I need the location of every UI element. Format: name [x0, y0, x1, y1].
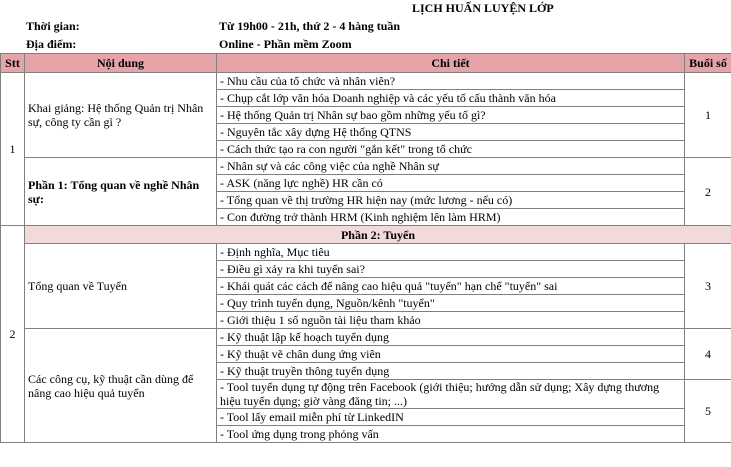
schedule-title: LỊCH HUẤN LUYỆN LỚP [412, 1, 554, 15]
session-cell-3: 3 [685, 244, 731, 329]
detail-item: - Định nghĩa, Mục tiêu [217, 244, 685, 261]
detail-item: - Điều gì xảy ra khi tuyển sai? [217, 261, 685, 278]
place-value: Online - Phần mềm Zoom [219, 37, 352, 51]
detail-item: - Tool lấy email miễn phí từ LinkedIN [217, 409, 685, 426]
detail-item: - Giới thiệu 1 số nguồn tài liệu tham khảo [217, 312, 685, 329]
header-session: Buổi số [685, 54, 731, 73]
detail-item: - Cách thức tạo ra con người "gắn kết" trong tổ chức [217, 141, 685, 158]
topic-recruit-tools: Các công cụ, kỹ thuật cần dùng để nâng cao hiệu quả tuyển [25, 329, 217, 443]
session-cell-5: 5 [685, 380, 731, 443]
detail-item: - ASK (năng lực nghề) HR cần có [217, 175, 685, 192]
header-detail: Chi tiết [217, 54, 685, 73]
detail-item: - Tool tuyển dụng tự động trên Facebook (giới thiệu; hướng dẫn sử dụng; Xây dựng thương hiệu tuyển dụng; giờ vàng đăng tin; ...) [217, 380, 685, 409]
topic-opening: Khai giảng: Hệ thống Quản trị Nhân sự, công ty cần gì ? [25, 73, 217, 158]
time-value: Từ 19h00 - 21h, thứ 2 - 4 hàng tuần [219, 19, 401, 33]
session-cell-2: 2 [685, 158, 731, 226]
stt-cell-1: 1 [1, 73, 25, 226]
detail-item: - Quy trình tuyển dụng, Nguồn/kênh "tuyển" [217, 295, 685, 312]
detail-item: - Kỹ thuật truyền thông tuyển dụng [217, 363, 685, 380]
schedule-table [0, 53, 731, 443]
detail-item: - Kỹ thuật lập kế hoạch tuyển dụng [217, 329, 685, 346]
section-part2: Phần 2: Tuyển [25, 226, 731, 244]
time-label: Thời gian: [26, 19, 80, 33]
detail-item: - Kỹ thuật vẽ chân dung ứng viên [217, 346, 685, 363]
detail-item: - Con đường trở thành HRM (Kinh nghiệm lên làm HRM) [217, 209, 685, 226]
table-row [1, 329, 731, 346]
detail-item: - Chụp cắt lớp văn hóa Doanh nghiệp và các yếu tố cấu thành văn hóa [217, 90, 685, 107]
detail-item: - Khái quát các cách để nâng cao hiệu quả "tuyển" hạn chế "tuyển" sai [217, 278, 685, 295]
detail-item: - Tổng quan về thị trường HR hiện nay (mức lương - nếu có) [217, 192, 685, 209]
place-label: Địa điểm: [26, 37, 77, 51]
table-row [1, 158, 731, 175]
topic-part1: Phần 1: Tổng quan về nghề Nhân sự: [25, 158, 217, 226]
table-row [1, 73, 731, 90]
detail-item: - Hệ thống Quản trị Nhân sự bao gồm những yếu tố gì? [217, 107, 685, 124]
session-cell-4: 4 [685, 329, 731, 380]
header-stt: Stt [1, 54, 25, 73]
detail-item: - Nhân sự và các công việc của nghề Nhân sự [217, 158, 685, 175]
section-row [1, 226, 731, 244]
detail-item: - Nhu cầu của tổ chức và nhân viên? [217, 73, 685, 90]
header-content: Nội dung [25, 54, 217, 73]
table-row [1, 244, 731, 261]
table-header-row [1, 54, 731, 73]
detail-item: - Tool ứng dụng trong phỏng vấn [217, 426, 685, 443]
session-cell-1: 1 [685, 73, 731, 158]
stt-cell-2: 2 [1, 226, 25, 443]
topic-recruit-overview: Tổng quan về Tuyển [25, 244, 217, 329]
detail-item: - Nguyên tắc xây dựng Hệ thống QTNS [217, 124, 685, 141]
